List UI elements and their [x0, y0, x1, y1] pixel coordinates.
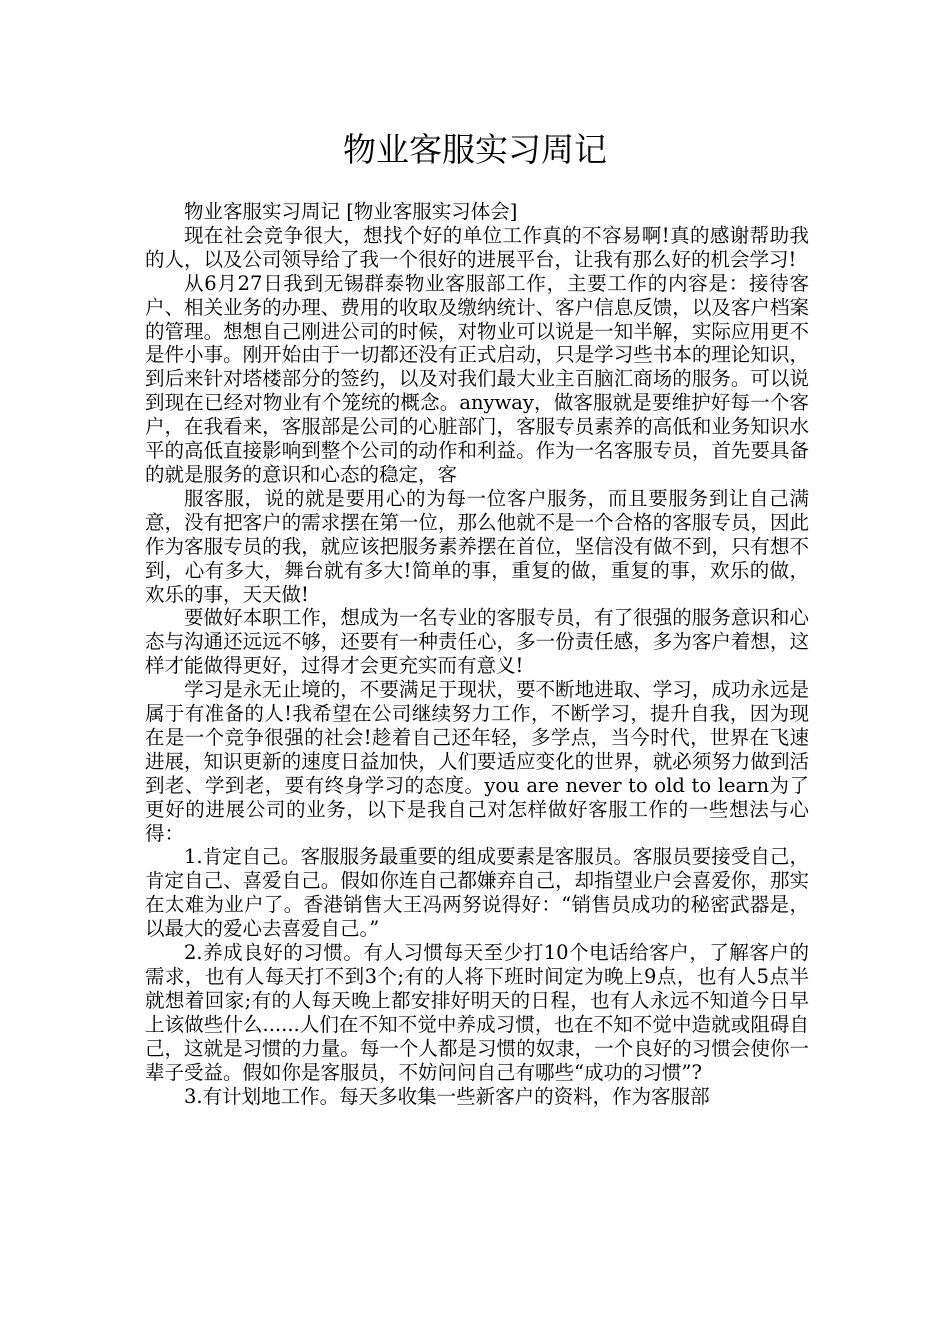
document-body: [145, 200, 809, 1108]
paragraph-point-1: 1.肯定自己。客服服务最重要的组成要素是客服员。客服员要接受自己，肯定自己、喜爱自己。假如你连自己都嫌弃自己，却指望业户会喜爱你，那实在太难为业户了。香港销售大王冯两努说得好：“销售员成功的秘密武器是，以最大的爱心去喜爱自己。”: [145, 845, 809, 941]
paragraph: 学习是永无止境的，不要满足于现状，要不断地进取、学习，成功永远是属于有准备的人!我希望在公司继续努力工作，不断学习，提升自我，因为现在是一个竞争很强的社会!趁着自己还年轻，多学点，当今时代，世界在飞速进展，知识更新的速度日益加快，人们要适应变化的世界，就必须努力做到活到老、学到老，要有终身学习的态度。you are never to old to learn为了更好的进展公司的业务，以下是我自己对怎样做好客服工作的一些想法与心得：: [145, 678, 809, 845]
paragraph: 服客服，说的就是要用心的为每一位客户服务，而且要服务到让自己满意，没有把客户的需求摆在第一位，那么他就不是一个合格的客服专员，因此作为客服专员的我，就应该把服务素养摆在首位，坚信没有做不到，只有想不到，心有多大，舞台就有多大!简单的事，重复的做，重复的事，欢乐的做，欢乐的事，天天做!: [145, 486, 809, 606]
paragraph-point-3: 3.有计划地工作。每天多收集一些新客户的资料，作为客服部: [184, 1084, 710, 1108]
paragraph: 从6月27日我到无锡群泰物业客服部工作，主要工作的内容是：接待客户、相关业务的办理、费用的收取及缴纳统计、客户信息反馈，以及客户档案的管理。想想自己刚进公司的时候，对物业可以说是一知半解，实际应用更不是件小事。刚开始由于一切都还没有正式启动，只是学习些书本的理论知识，到后来针对塔楼部分的签约，以及对我们最大业主百脑汇商场的服务。可以说到现在已经对物业有个笼统的概念。anyway，做客服就是要维护好每一个客户，在我看来，客服部是公司的心脏部门，客服专员素养的高低和业务知识水平的高低直接影响到整个公司的动作和利益。作为一名客服专员，首先要具备的就是服务的意识和心态的稳定，客: [145, 271, 809, 486]
paragraph: 现在社会竞争很大，想找个好的单位工作真的不容易啊!真的感谢帮助我的人，以及公司领导给了我一个很好的进展平台，让我有那么好的机会学习!: [145, 223, 809, 271]
paragraph-point-2: 2.养成良好的习惯。有人习惯每天至少打10个电话给客户，了解客户的需求，也有人每天打不到3个;有的人将下班时间定为晚上9点，也有人5点半就想着回家;有的人每天晚上都安排好明天的日程，也有人永远不知道今日早上该做些什么......人们在不知不觉中养成习惯，也在不知不觉中造就或阻碍自己，这就是习惯的力量。每一个人都是习惯的奴隶，一个良好的习惯会使你一辈子受益。假如你是客服员，不妨问问自己有哪些“成功的习惯”?: [145, 941, 809, 1084]
document-title: 物业客服实习周记: [343, 130, 607, 169]
paragraph: 要做好本职工作，想成为一名专业的客服专员，有了很强的服务意识和心态与沟通还远远不够，还要有一种责任心，多一份责任感，多为客户着想，这样才能做得更好，过得才会更充实而有意义!: [145, 606, 809, 678]
paragraph-subtitle: 物业客服实习周记 [物业客服实习体会]: [184, 200, 518, 223]
